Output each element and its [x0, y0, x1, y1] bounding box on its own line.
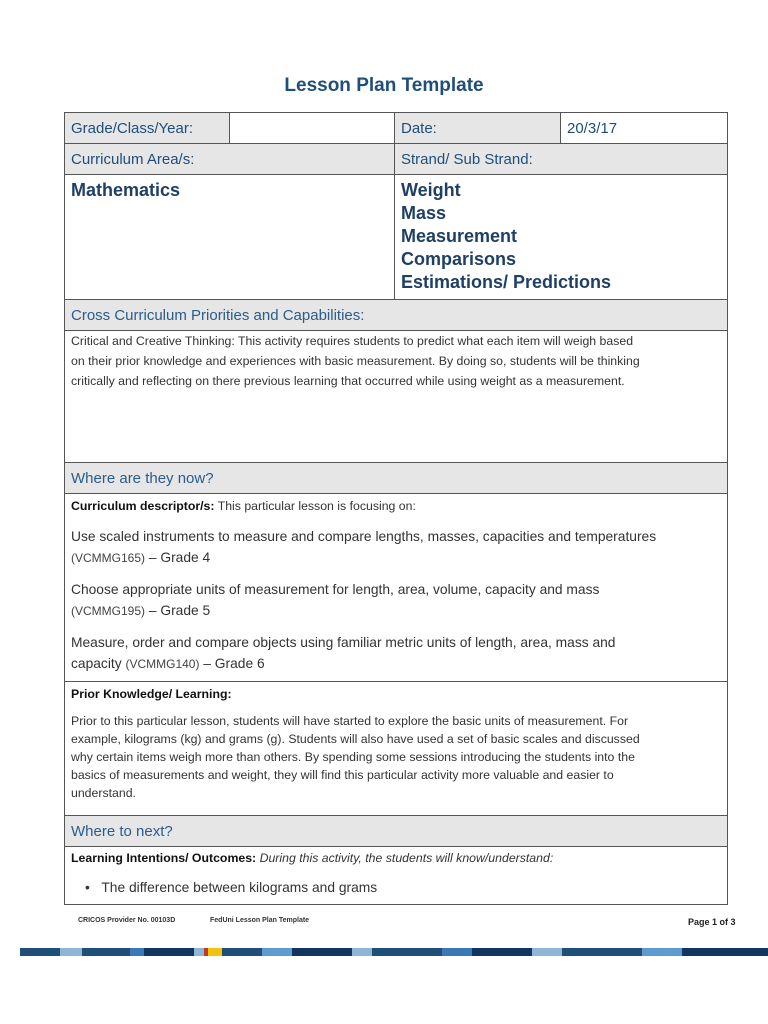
learning-intentions-cell	[65, 847, 728, 905]
curriculum-strand-content-row	[65, 175, 728, 300]
curriculum-strand-header-row	[65, 144, 728, 175]
descriptor-item-1: Use scaled instruments to measure and compare lengths, masses, capacities and temperatures (VCMMG165) – Grade 4	[71, 529, 657, 565]
text-line: Critical and Creative Thinking: This activity requires students to predict what each item will weigh based	[71, 334, 634, 348]
date-label: Date:	[395, 113, 561, 144]
descriptor-item-3: Measure, order and compare objects using familiar metric units of length, area, mass and capacity (VCMMG140) – Grade 6	[71, 635, 616, 671]
where-next-header-row	[65, 816, 728, 847]
learning-intentions-label: Learning Intentions/ Outcomes:	[71, 851, 257, 865]
strand-item: Estimations/ Predictions	[401, 272, 612, 292]
document-title: Lesson Plan Template	[284, 75, 484, 96]
cross-curriculum-heading: Cross Curriculum Priorities and Capabilities:	[65, 300, 728, 331]
where-now-header-row	[65, 463, 728, 494]
grade-date-row	[65, 113, 728, 144]
bullet-icon: •	[85, 880, 90, 895]
cross-curriculum-header-row	[65, 300, 728, 331]
cross-curriculum-content-row	[65, 331, 728, 463]
lesson-plan-table	[64, 112, 728, 905]
prior-knowledge-row	[65, 682, 728, 816]
strand-item: Measurement	[401, 226, 518, 246]
cricos-provider: CRICOS Provider No. 00103D	[78, 917, 176, 924]
text-line: on their prior knowledge and experiences with basic measurement. By doing so, students will be thinking	[71, 354, 640, 368]
prior-knowledge-cell	[65, 682, 728, 816]
page-number: Page 1 of 3	[688, 917, 736, 927]
where-next-heading: Where to next?	[65, 816, 728, 847]
learning-intentions-text: During this activity, the students will know/understand:	[256, 851, 554, 865]
prior-knowledge-heading: Prior Knowledge/ Learning:	[71, 687, 232, 701]
curriculum-descriptor-cell	[65, 494, 728, 682]
strand-item: Weight	[401, 180, 461, 200]
bullet-item: • The difference between kilograms and grams	[85, 880, 378, 895]
where-now-heading: Where are they now?	[65, 463, 728, 494]
footer-color-stripe	[20, 948, 768, 956]
cross-curriculum-text	[65, 331, 728, 463]
strand-label: Strand/ Sub Strand:	[395, 144, 728, 175]
strand-item: Comparisons	[401, 249, 517, 269]
template-name: FedUni Lesson Plan Template	[210, 917, 310, 924]
grade-label: Grade/Class/Year:	[65, 113, 230, 144]
curriculum-area-value: Mathematics	[65, 175, 395, 300]
curriculum-area-label: Curriculum Area/s:	[65, 144, 395, 175]
descriptor-label: Curriculum descriptor/s:	[71, 499, 215, 513]
prior-knowledge-text: Prior to this particular lesson, students will have started to explore the basic units of measurement. For example, kilograms (kg) and grams (g). Students will also have used a set of basic scales and discussed why certain items weigh more than others. By spending some sessions introducing the students into the basics of measurements and weight, they will find this particular activity more valuable and easier to understand.	[71, 714, 640, 800]
learning-intentions-row	[65, 847, 728, 905]
date-value: 20/3/17	[561, 113, 728, 144]
strand-item: Mass	[401, 203, 447, 223]
descriptor-item-2: Choose appropriate units of measurement for length, area, volume, capacity and mass (VCMMG195) – Grade 5	[71, 582, 600, 618]
curriculum-descriptor-row	[65, 494, 728, 682]
descriptor-text: This particular lesson is focusing on:	[214, 499, 416, 513]
text-line: critically and reflecting on there previous learning that occurred while using weight as a measurement.	[71, 374, 625, 388]
grade-value-field[interactable]	[230, 113, 395, 144]
strand-values	[395, 175, 728, 300]
